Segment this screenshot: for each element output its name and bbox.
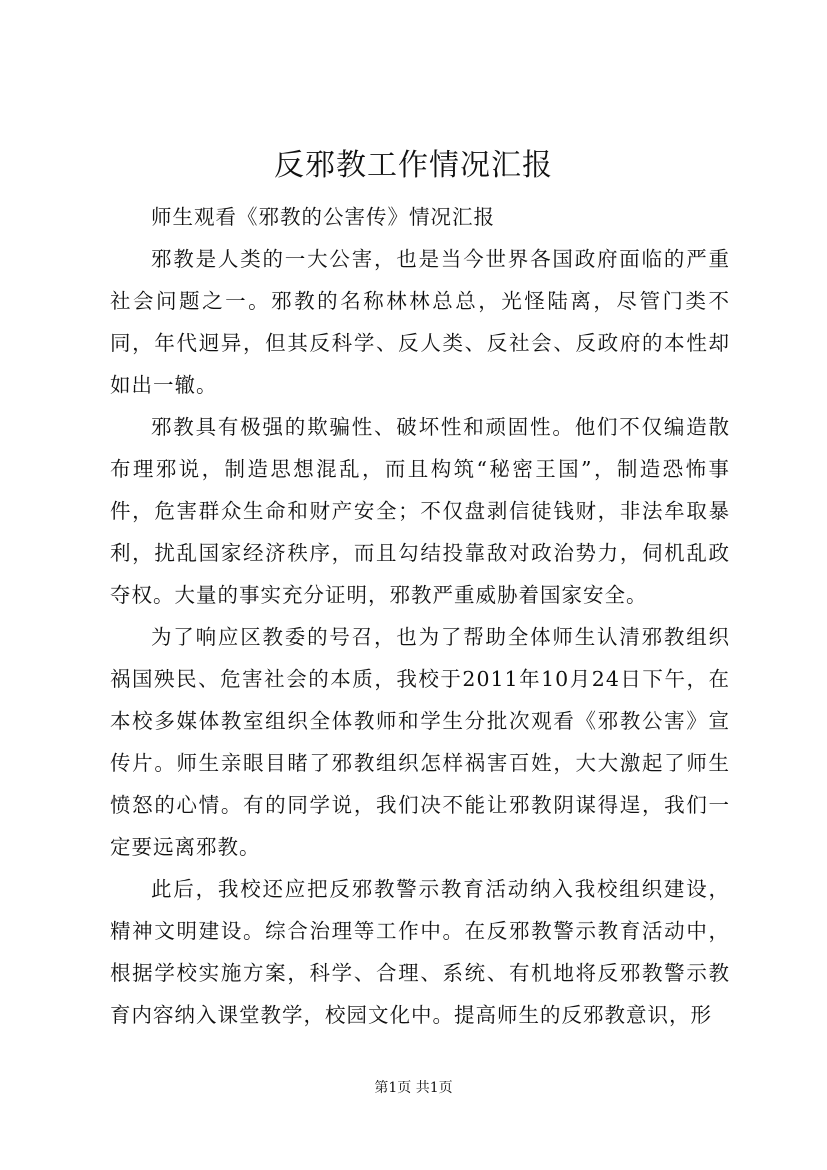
subtitle-paragraph: 师生观看《邪教的公害传》情况汇报 <box>151 205 495 229</box>
body-paragraph: 邪教是人类的一大公害，也是当今世界各国政府面临的严重社会问题之一。邪教的名称林林总总，光怪陆离，尽管门类不同，年代迥异，但其反科学、反人类、反社会、反政府的本性却如出一辙。 <box>110 247 730 397</box>
document-body <box>110 196 730 1036</box>
body-paragraph: 邪教具有极强的欺骗性、破坏性和顽固性。他们不仅编造散布理邪说，制造思想混乱，而且构筑“秘密王国”，制造恐怖事件，危害群众生命和财产安全；不仅盘剥信徒钱财，非法牟取暴利，扰乱国家经济秩序，而且勾结投靠敌对政治势力，伺机乱政夺权。大量的事实充分证明，邪教严重威胁着国家安全。 <box>110 415 730 607</box>
document-title: 反邪教工作情况汇报 <box>274 148 553 183</box>
body-paragraph: 为了响应区教委的号召，也为了帮助全体师生认清邪教组织祸国殃民、危害社会的本质，我校于2011年10月24日下午，在本校多媒体教室组织全体教师和学生分批次观看《邪教公害》宣传片。师生亲眼目睹了邪教组织怎样祸害百姓，大大激起了师生愤怒的心情。有的同学说，我们决不能让邪教阴谋得逞，我们一定要远离邪教。 <box>110 625 730 859</box>
body-paragraph: 此后，我校还应把反邪教警示教育活动纳入我校组织建设，精神文明建设。综合治理等工作中。在反邪教警示教育活动中，根据学校实施方案，科学、合理、系统、有机地将反邪教警示教育内容纳入课堂教学，校园文化中。提高师生的反邪教意识，形 <box>110 877 730 1027</box>
page-footer: 第1页 共1页 <box>374 1080 453 1096</box>
